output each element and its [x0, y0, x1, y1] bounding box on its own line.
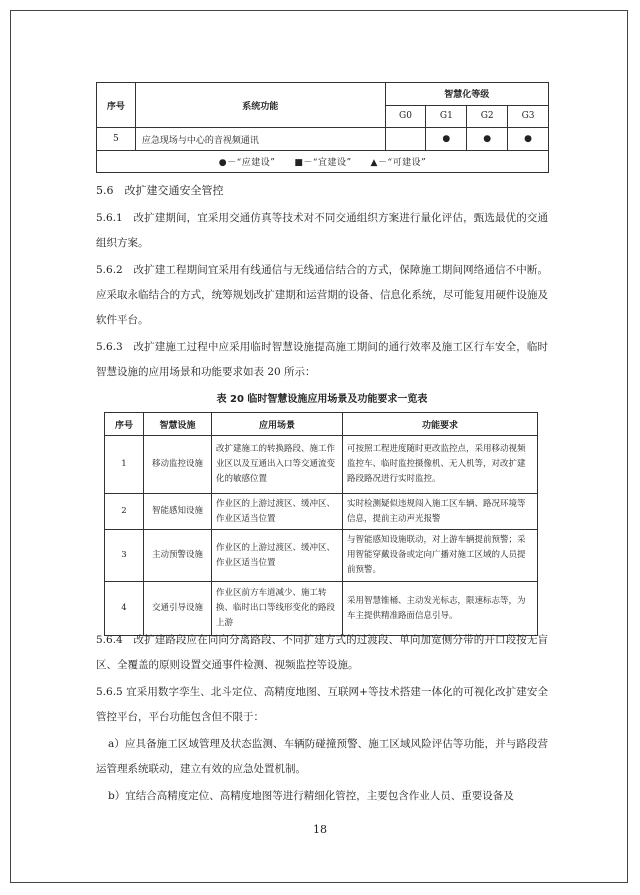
table-legend: ●－“应建设” ■－“宜建设” ▲－“可建设”: [97, 151, 549, 173]
cell-requirement: 与智能感知设施联动，对上游车辆提前预警；采用智能穿戴设备或定向广播对施工区域的人员提前预警。: [343, 530, 538, 582]
cell-facility: 主动预警设施: [144, 530, 212, 582]
smart-level-table: [96, 82, 549, 173]
cell-seq: 2: [105, 494, 144, 530]
table-row: [105, 530, 538, 582]
cell-scene: 改扩建施工的转换路段、施工作业区以及互通出入口等交通流变化的敏感位置: [212, 436, 343, 494]
col-header-requirement: 功能要求: [343, 413, 538, 436]
col-header-scene: 应用场景: [212, 413, 343, 436]
cell-seq: 4: [105, 582, 144, 636]
row-mark-g1: ●: [426, 128, 467, 151]
cell-requirement: 可按照工程进度随时更改监控点，采用移动视频监控车、临时监控摄像机、无人机等，对改扩建路段路况进行实时监控。: [343, 436, 538, 494]
header-seq: 序号: [97, 83, 136, 128]
paragraph-item-a: a）应具备施工区域管理及状态监测、车辆防碰撞预警、施工区域风险评估等功能，并与路段营运管理系统联动，建立有效的应急处置机制。: [96, 738, 548, 775]
row-function: 应急现场与中心的音视频通讯: [135, 128, 385, 151]
cell-seq: 3: [105, 530, 144, 582]
row-mark-g3: ●: [508, 128, 549, 151]
col-header-seq: 序号: [105, 413, 144, 436]
cell-requirement: 采用智慧锥桶、主动发光标志，限速标志等，为车主提供精准路面信息引导。: [343, 582, 538, 636]
cell-scene: 作业区的上游过渡区、缓冲区、作业区适当位置: [212, 494, 343, 530]
header-level-g1: G1: [426, 105, 467, 128]
paragraph-5-6-4: 5.6.4 改扩建路段应在同向分离路段、不同扩建方式的过渡段、单向加宽侧分带的开口段按无盲区、全覆盖的原则设置交通事件检测、视频监控等设施。: [96, 634, 548, 671]
paragraph-5-6-2: 5.6.2 改扩建工程期间宜采用有线通信与无线通信结合的方式，保障施工期间网络通信不中断。应采取永临结合的方式，统筹规划改扩建期和运营期的设备、信息化系统，尽可能复用硬件设施及软件平台。: [96, 264, 548, 326]
col-header-facility: 智慧设施: [144, 413, 212, 436]
cell-requirement: 实时检测疑似违规闯入施工区车辆、路况环境等信息，提前主动声光报警: [343, 494, 538, 530]
table-row: [105, 436, 538, 494]
section-heading: 5.6 改扩建交通安全管控: [96, 184, 224, 197]
cell-facility: 移动监控设施: [144, 436, 212, 494]
cell-facility: 交通引导设施: [144, 582, 212, 636]
header-level: 智慧化等级: [385, 83, 548, 106]
paragraph-5-6-5: 5.6.5 宜采用数字孪生、北斗定位、高精度地图、互联网+等技术搭建一体化的可视化改扩建安全管控平台，平台功能包含但不限于：: [96, 686, 548, 723]
table-row: [97, 128, 549, 151]
row-seq: 5: [97, 128, 136, 151]
header-level-g3: G3: [508, 105, 549, 128]
header-function: 系统功能: [135, 83, 385, 128]
temporary-facility-table: [104, 412, 538, 636]
page-number: 18: [313, 823, 327, 836]
paragraph-5-6-3: 5.6.3 改扩建施工过程中应采用临时智慧设施提高施工期间的通行效率及施工区行车安全，临时智慧设施的应用场景和功能要求如表 20 所示：: [96, 341, 548, 378]
cell-scene: 作业区的上游过渡区、缓冲区、作业区适当位置: [212, 530, 343, 582]
cell-scene: 作业区前方车道减少、施工转换、临时出口等线形变化的路段上游: [212, 582, 343, 636]
cell-seq: 1: [105, 436, 144, 494]
header-level-g2: G2: [467, 105, 508, 128]
table-row: [105, 494, 538, 530]
table-caption: 表 20 临时智慧设施应用场景及功能要求一览表: [216, 394, 428, 405]
row-mark-g0: [385, 128, 426, 151]
paragraph-5-6-1: 5.6.1 改扩建期间，宜采用交通仿真等技术对不同交通组织方案进行量化评估，甄选最优的交通组织方案。: [96, 212, 548, 249]
cell-facility: 智能感知设施: [144, 494, 212, 530]
header-level-g0: G0: [385, 105, 426, 128]
row-mark-g2: ●: [467, 128, 508, 151]
paragraph-item-b: b）宜结合高精度定位、高精度地图等进行精细化管控，主要包含作业人员、重要设备及: [108, 790, 514, 802]
